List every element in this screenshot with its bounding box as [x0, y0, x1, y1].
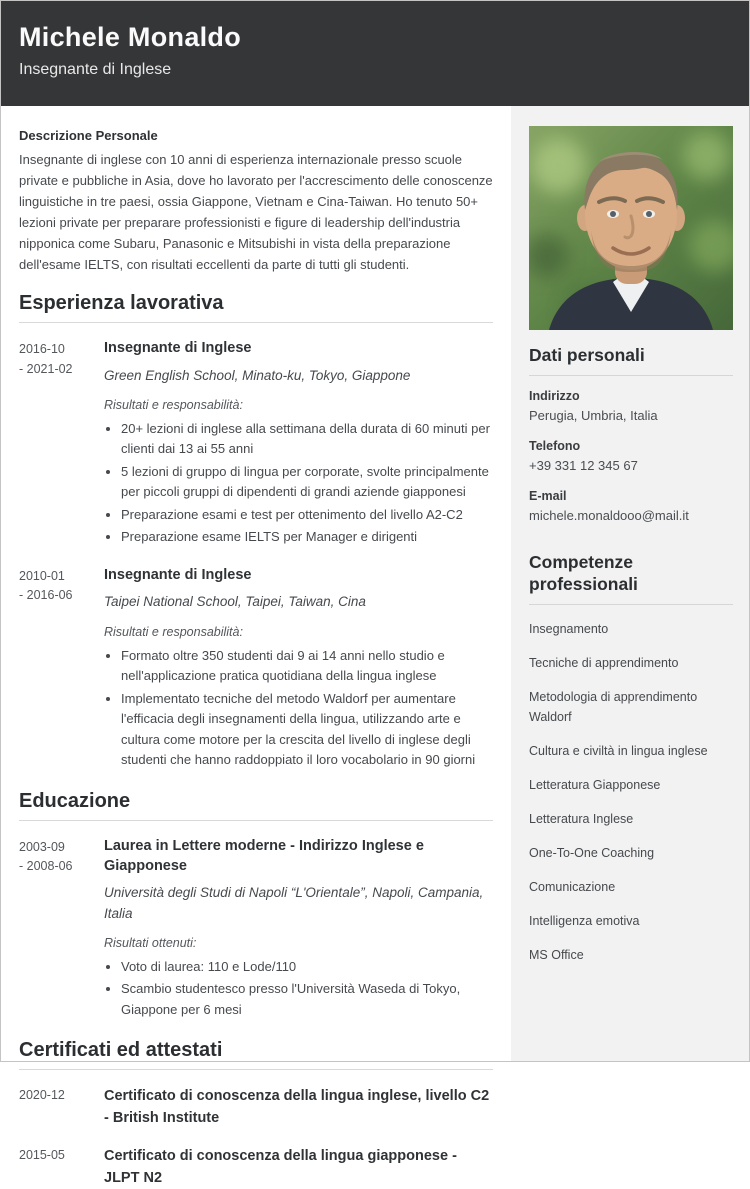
personal-field-address	[529, 389, 733, 426]
entry-date-range	[19, 565, 104, 773]
entry-job-title: Insegnante di Inglese	[104, 567, 252, 584]
skill-item: MS Office	[529, 948, 584, 963]
skill-item: Cultura e civiltà in lingua inglese	[529, 744, 708, 759]
entry-date-range	[19, 338, 104, 550]
experience-entry	[19, 565, 493, 773]
bullet-item: • Implementato tecniche del metodo Waldorf per aumentare l'efficacia degli insegnamenti della lingua, utilizzando arte e cultura come motore per la crescita del livello di inglese degli studenti che hanno raddoppiato il loro vocabolario in 90 giorni	[121, 689, 493, 771]
field-label: E-mail	[529, 488, 567, 503]
date-end: - 2016-06	[19, 588, 73, 603]
skill-item: Metodologia di apprendimento Waldorf	[529, 690, 698, 725]
date-start: 2010-01	[19, 569, 65, 584]
results-label: Risultati e responsabilità:	[104, 397, 243, 412]
candidate-job-title: Insegnante di Inglese	[19, 61, 172, 79]
portrait-illustration	[529, 126, 733, 330]
bullet-item: • Preparazione esami e test per ottenimento del livello A2-C2	[121, 505, 493, 526]
certificate-entry	[19, 1146, 493, 1189]
entry-details	[104, 338, 493, 550]
certificate-title: Certificato di conoscenza della lingua giapponese - JLPT N2	[104, 1147, 457, 1186]
skill-item: Letteratura Giapponese	[529, 778, 661, 793]
bullet-item: • Voto di laurea: 110 e Lode/110	[121, 957, 493, 978]
personal-field-phone	[529, 439, 733, 476]
entry-job-title: Insegnante di Inglese	[104, 340, 252, 357]
date-start: 2016-10	[19, 342, 65, 357]
summary-text: Insegnante di inglese con 10 anni di esperienza internazionale presso scuole private e pubbliche in Asia, dove ho lavorato per l'accrescimento delle conoscenze linguistiche in tre paesi, ossia Giappone, Vietnam e Cina-Taiwan. Ho tenuto 50+ lezioni private per preparare professionisti e figure di leadership dell'industria nipponica come Subaru, Panasonic e Mitsubishi in vista della preparazione dell'esame IELTS, con risultati eccellenti da parte di tutti gli studenti.	[19, 152, 493, 273]
certificate-date: 2020-12	[19, 1088, 65, 1103]
entry-date-range	[19, 836, 104, 1023]
skill-item: Tecniche di apprendimento	[529, 656, 679, 671]
bullet-item: • 5 lezioni di gruppo di lingua per corporate, svolte principalmente per piccoli gruppi di dipendenti di grandi aziende giapponesi	[121, 462, 493, 503]
entry-bullets	[121, 646, 493, 771]
experience-entry	[19, 338, 493, 550]
date-end: - 2021-02	[19, 361, 73, 376]
entry-details	[104, 565, 493, 773]
entry-bullets	[121, 419, 493, 548]
skill-item: Insegnamento	[529, 622, 609, 637]
cv-header	[1, 1, 749, 106]
education-entry	[19, 836, 493, 1023]
personal-field-email	[529, 489, 733, 526]
bullet-item: • Scambio studentesco presso l'Università Waseda di Tokyo, Giappone per 6 mesi	[121, 979, 493, 1020]
field-value: +39 331 12 345 67	[529, 457, 638, 473]
school-name: Università degli Studi di Napoli “L'Orientale”, Napoli, Campania, Italia	[104, 885, 484, 921]
field-label: Indirizzo	[529, 388, 580, 403]
candidate-name: Michele Monaldo	[19, 22, 242, 52]
entry-employer: Taipei National School, Taipei, Taiwan, Cina	[104, 594, 366, 610]
skill-item: Intelligenza emotiva	[529, 914, 640, 929]
degree-title: Laurea in Lettere moderne - Indirizzo Inglese e Giapponese	[104, 837, 424, 875]
skill-item: Letteratura Inglese	[529, 812, 634, 827]
field-value: Perugia, Umbria, Italia	[529, 407, 658, 423]
entry-bullets	[121, 957, 493, 1021]
field-value: michele.monaldooo@mail.it	[529, 507, 689, 523]
date-start: 2003-09	[19, 839, 65, 854]
certificate-title: Certificato di conoscenza della lingua inglese, livello C2 - British Institute	[104, 1088, 490, 1127]
section-heading-certificates: Certificati ed attestati	[19, 1039, 493, 1070]
section-heading-education: Educazione	[19, 790, 493, 821]
results-label: Risultati e responsabilità:	[104, 624, 243, 639]
sidebar-heading-skills: Competenze professionali	[529, 552, 733, 605]
bullet-item: • 20+ lezioni di inglese alla settimana della durata di 60 minuti per clienti dai 13 ai 55 anni	[121, 419, 493, 460]
certificate-entry	[19, 1086, 493, 1130]
sidebar-heading-personal: Dati personali	[529, 345, 733, 376]
field-label: Telefono	[529, 438, 581, 453]
summary-heading: Descrizione Personale	[19, 128, 158, 143]
bullet-item: • Formato oltre 350 studenti dai 9 ai 14 anni nello studio e nell'applicazione pratica quotidiana della lingua inglese	[121, 646, 493, 687]
skill-item: Comunicazione	[529, 880, 616, 895]
cv-body	[1, 106, 749, 1186]
entry-details	[104, 836, 493, 1023]
results-label: Risultati ottenuti:	[104, 935, 197, 950]
profile-photo	[529, 126, 733, 330]
bullet-item: • Preparazione esame IELTS per Manager e dirigenti	[121, 527, 493, 548]
sidebar	[511, 106, 749, 1061]
date-end: - 2008-06	[19, 859, 73, 874]
certificate-date: 2015-05	[19, 1147, 65, 1162]
section-heading-experience: Esperienza lavorativa	[19, 292, 493, 323]
skill-item: One-To-One Coaching	[529, 846, 655, 861]
entry-employer: Green English School, Minato-ku, Tokyo, Giappone	[104, 367, 411, 383]
main-column	[1, 106, 511, 1186]
